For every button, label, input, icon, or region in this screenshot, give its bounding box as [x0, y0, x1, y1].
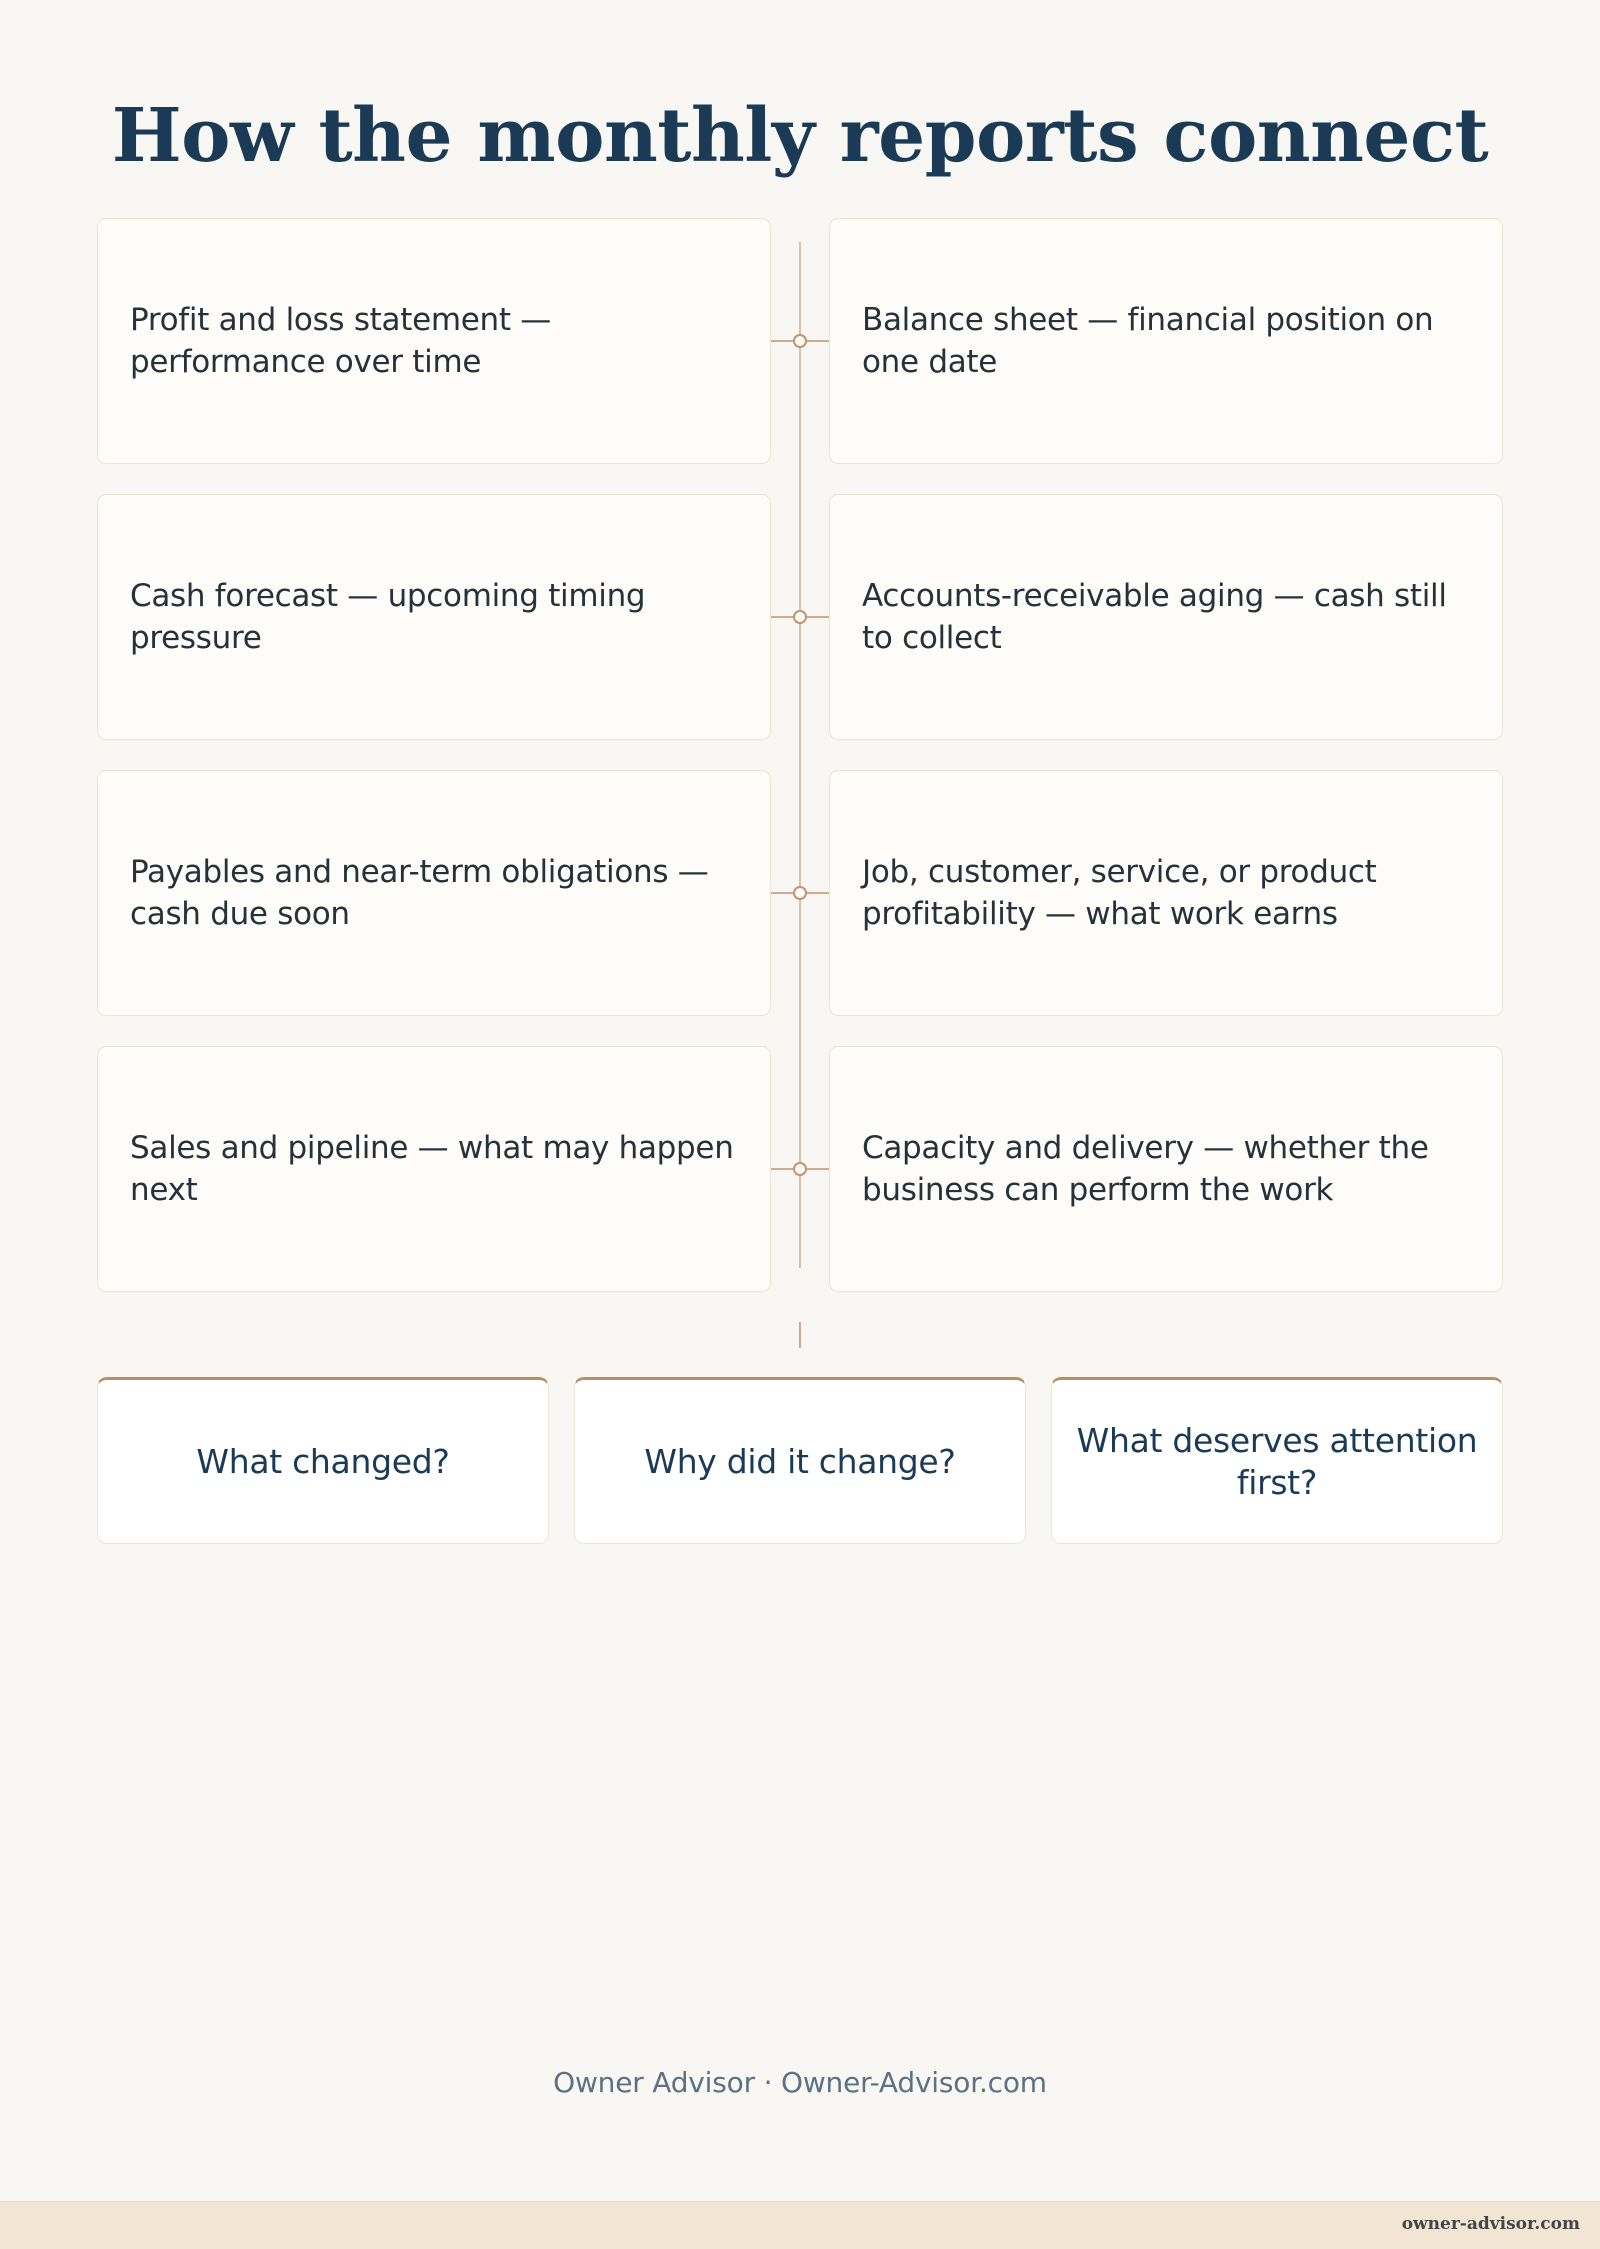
report-card-label: Job, customer, service, or product profitability — what work earns	[862, 854, 1377, 932]
report-card-payables	[97, 770, 771, 1016]
report-card-label: Accounts-receivable aging — cash still to collect	[862, 578, 1447, 656]
question-label: What changed?	[196, 1441, 450, 1481]
connector-node	[793, 334, 807, 348]
report-card-sales-pipeline	[97, 1046, 771, 1292]
connector-spine	[799, 242, 801, 1268]
footer-watermark-link[interactable]: owner-advisor.com	[1401, 2214, 1580, 2234]
report-card-label: Capacity and delivery — whether the business can perform the work	[862, 1130, 1429, 1208]
report-card-label: Cash forecast — upcoming timing pressure	[130, 578, 646, 656]
report-card-label: Sales and pipeline — what may happen next	[130, 1130, 734, 1208]
report-card-label: Payables and near-term obligations — cash due soon	[130, 854, 709, 932]
report-card-capacity	[829, 1046, 1503, 1292]
question-card-why-changed	[574, 1377, 1026, 1544]
report-card-label: Balance sheet — financial position on one date	[862, 302, 1434, 380]
report-card-profit-loss	[97, 218, 771, 464]
report-card-label: Profit and loss statement — performance over time	[130, 302, 551, 380]
report-card-receivables-aging	[829, 494, 1503, 740]
page-title: How the monthly reports connect	[111, 93, 1489, 179]
question-label: Why did it change?	[644, 1441, 956, 1481]
report-card-cash-forecast	[97, 494, 771, 740]
connector-node	[793, 886, 807, 900]
report-card-profitability	[829, 770, 1503, 1016]
connector-node	[793, 610, 807, 624]
question-label: What deserves attention first?	[1076, 1420, 1478, 1502]
connector-node	[793, 1162, 807, 1176]
footer-credit: Owner Advisor · Owner-Advisor.com	[553, 2066, 1047, 2099]
question-card-attention-first	[1051, 1377, 1503, 1544]
report-card-balance-sheet	[829, 218, 1503, 464]
footer-bar	[0, 2201, 1600, 2249]
question-card-what-changed	[97, 1377, 549, 1544]
connector-tick	[799, 1322, 801, 1348]
